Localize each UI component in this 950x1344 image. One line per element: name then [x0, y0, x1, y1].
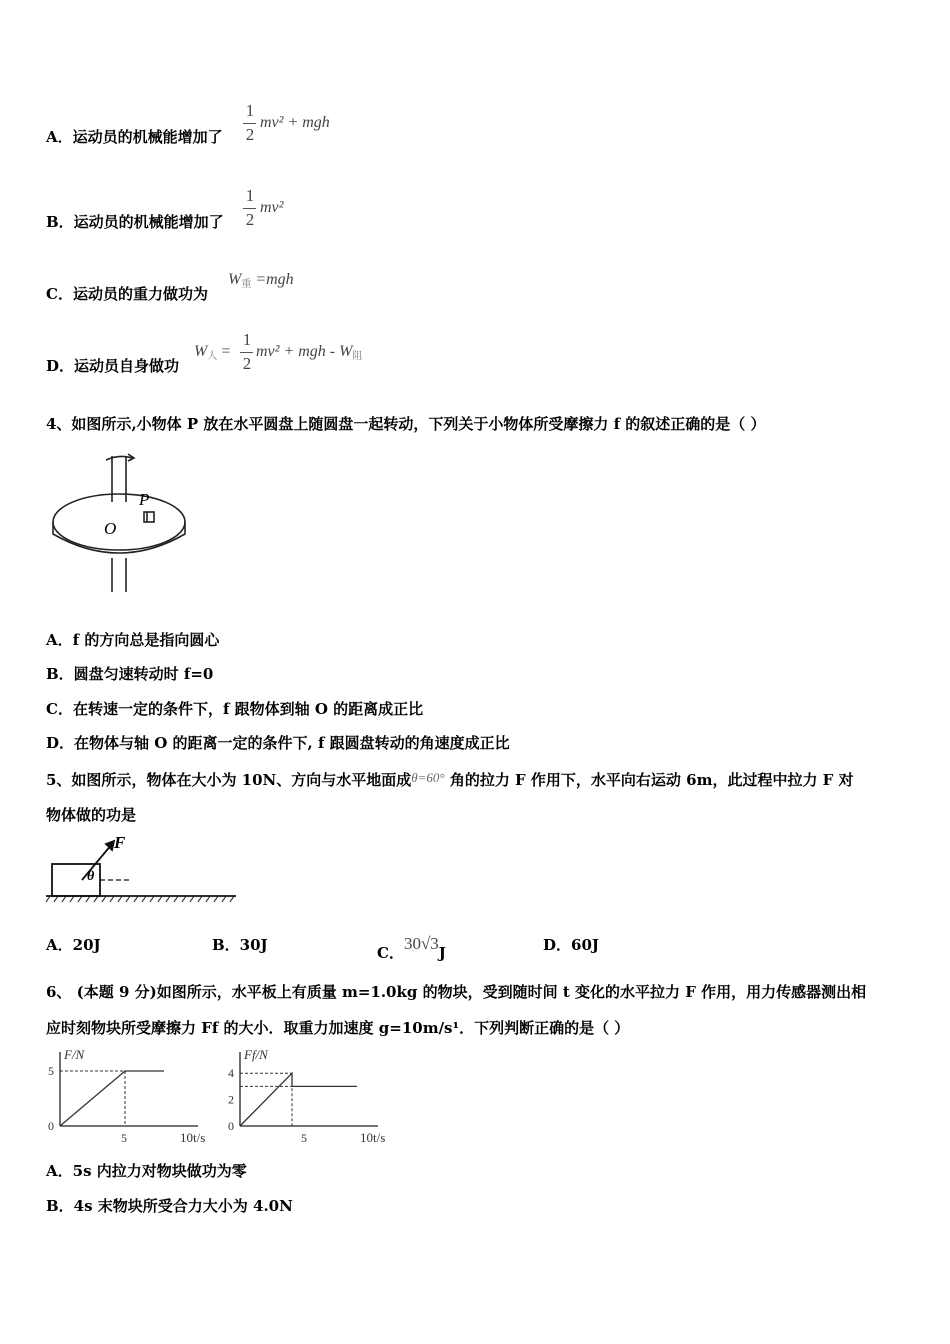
ground-hatching [46, 896, 234, 902]
q3-d-w [194, 343, 230, 362]
q3-b-frac-bar [243, 208, 256, 209]
q5-option-b[interactable]: B．30J [212, 936, 268, 954]
label-o: O [104, 519, 117, 538]
force-label: F [114, 833, 126, 852]
q5-option-c-prefix: C． [377, 944, 404, 962]
disc-top [53, 494, 185, 550]
x-axis-label: 10t/s [180, 1130, 206, 1145]
q5-angle: θ=60° [411, 770, 445, 785]
q3-option-b[interactable] [46, 211, 224, 233]
rotating-disc-figure [48, 450, 198, 600]
q5-option-c[interactable] [377, 934, 446, 963]
q3-d-expr: mv² + mgh - W [256, 343, 353, 360]
q5-option-a[interactable]: A．20J [46, 936, 101, 954]
x-axis-label: 10t/s [360, 1130, 386, 1145]
q3-option-c-label: C．运动员的重力做功为 [46, 285, 208, 303]
q6-option-b[interactable]: B．4s 末物块所受合力大小为 4.0N [46, 1197, 293, 1215]
q5-stem-line2: 物体做的功是 [46, 806, 137, 824]
x-tick-label: 5 [121, 1131, 127, 1145]
q3-c-formula [228, 271, 294, 290]
q3-option-a-label: A．运动员的机械能增加了 [46, 128, 223, 146]
q3-c-w: W [228, 271, 242, 288]
q3-a-denominator: 2 [245, 125, 255, 144]
disc-rim [53, 522, 185, 553]
force-time-chart [44, 1047, 214, 1145]
rotation-arrow [106, 456, 132, 460]
q3-d-frac-bar [240, 352, 253, 353]
q3-option-c[interactable] [46, 283, 208, 305]
q3-c-expr: =mgh [255, 271, 294, 288]
theta-label: θ [87, 869, 95, 884]
q3-d-w-sym: W [194, 343, 208, 360]
y-axis-label: F/N [64, 1047, 85, 1062]
q6-stem-line1: 6、 (本题 9 分)如图所示，水平板上有质量 m=1.0kg 的物块，受到随时间 t 变化的水平拉力 F 作用，用力传感器测出相 [46, 983, 867, 1001]
q3-a-numerator: 1 [245, 101, 255, 120]
q3-d-eq: = [221, 343, 231, 360]
q6-option-a[interactable]: A．5s 内拉力对物块做功为零 [46, 1162, 247, 1180]
y-tick-label: 4 [228, 1066, 234, 1081]
q3-d-w-sub: 人 [207, 351, 218, 362]
q3-d-denominator: 2 [242, 354, 252, 373]
q3-a-frac-bar [243, 123, 256, 124]
q4-option-a[interactable]: A．f 的方向总是指向圆心 [46, 631, 220, 649]
q5-stem-part2: 角的拉力 F 作用下，水平向右运动 6m，此过程中拉力 F 对 [444, 771, 854, 789]
q4-stem: 4、如图所示,小物体 P 放在水平圆盘上随圆盘一起转动，下列关于小物体所受摩擦力 f 的叙述正确的是（ ） [46, 415, 766, 433]
q3-d-formula [256, 343, 362, 362]
series-line [240, 1073, 357, 1126]
q3-option-d[interactable] [46, 355, 179, 377]
q3-a-formula: mv² + mgh [260, 114, 330, 131]
label-p: P [139, 490, 150, 509]
q3-b-formula: mv² [260, 199, 284, 216]
q3-d-numerator: 1 [242, 330, 252, 349]
y-tick-label: 5 [48, 1064, 54, 1078]
q3-c-w-sub: 重 [241, 279, 252, 290]
q6-stem-line2: 应时刻物块所受摩擦力 Ff 的大小．取重力加速度 g=10m/s¹．下列判断正确的是（ ） [46, 1019, 630, 1037]
q5-option-c-unit: J [438, 944, 446, 962]
y-tick-label: 2 [228, 1092, 234, 1107]
q4-option-d[interactable]: D．在物体与轴 O 的距离一定的条件下, f 跟圆盘转动的角速度成正比 [46, 734, 510, 752]
y-axis-label: Ff/N [244, 1047, 268, 1062]
x-tick-label: 0 [48, 1119, 54, 1133]
object-p [144, 512, 154, 522]
q3-b-numerator: 1 [245, 186, 255, 205]
q3-d-tail-sub: 阻 [352, 351, 363, 362]
q4-option-b[interactable]: B．圆盘匀速转动时 f=0 [46, 665, 214, 683]
q5-option-c-value: 30√3 [403, 934, 439, 953]
series-line [60, 1071, 164, 1126]
x-tick-label: 5 [301, 1131, 307, 1145]
q3-option-a[interactable] [46, 126, 223, 148]
q3-option-d-label: D．运动员自身做功 [46, 357, 180, 375]
q5-option-d[interactable]: D．60J [543, 936, 599, 954]
x-tick-label: 0 [228, 1119, 234, 1133]
q3-option-b-label: B．运动员的机械能增加了 [46, 213, 224, 231]
q4-option-c[interactable]: C．在转速一定的条件下，f 跟物体到轴 O 的距离成正比 [46, 700, 424, 718]
q5-stem-part1: 5、如图所示，物体在大小为 10N、方向与水平地面成 [46, 771, 412, 789]
pull-force-figure [46, 832, 246, 907]
q3-b-denominator: 2 [245, 210, 255, 229]
friction-time-chart [224, 1047, 394, 1145]
q5-stem-line1 [46, 767, 854, 791]
